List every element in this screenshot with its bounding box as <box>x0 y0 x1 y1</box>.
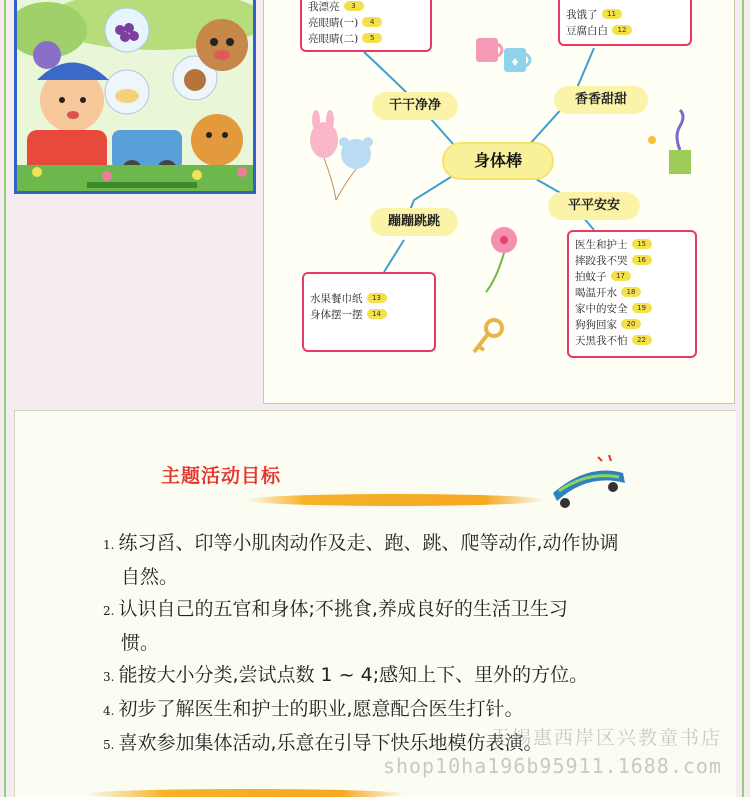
list-item[interactable]: 家中的安全 19 <box>575 300 689 316</box>
branch-bottom-right[interactable]: 平平安安 <box>548 192 640 220</box>
list-item[interactable]: 亮眼睛(一) 4 <box>308 14 424 30</box>
book-cover-illustration <box>14 0 256 194</box>
store-watermark: 无锡惠西岸区兴教童书店 <box>490 727 722 749</box>
center-topic[interactable]: 身体棒 <box>442 142 554 180</box>
list-item[interactable]: 狗狗回家 20 <box>575 316 689 332</box>
box-top-left <box>300 0 432 52</box>
goal-item: 5. 喜欢参加集体活动,乐意在引导下快乐地模仿表演。 <box>103 732 543 754</box>
goal-item: 1. 练习舀、印等小肌肉动作及走、跑、跳、爬等动作,动作协调 自然。 <box>103 532 619 588</box>
cup-icon <box>476 38 498 62</box>
goal-item: 4. 初步了解医生和护士的职业,愿意配合医生打针。 <box>103 698 524 720</box>
list-item[interactable]: 亮眼睛(二) 5 <box>308 30 424 46</box>
goal-item: 2. 认识自己的五官和身体;不挑食,养成良好的生活卫生习 惯。 <box>103 598 568 654</box>
box-bottom-right <box>567 230 697 358</box>
list-item[interactable]: 身体摆一摆 14 <box>310 306 428 322</box>
list-item[interactable]: 喝温开水 18 <box>575 284 689 300</box>
list-item[interactable]: 我漂亮 3 <box>308 0 424 14</box>
goals-panel <box>14 410 736 797</box>
theme-mind-map <box>263 0 735 404</box>
list-item[interactable]: 医生和护士 15 <box>575 236 689 252</box>
goal-item: 3. 能按大小分类,尝试点数 1 ~ 4;感知上下、里外的方位。 <box>103 664 589 686</box>
list-item[interactable]: 水果餐巾纸 13 <box>310 290 428 306</box>
list-item[interactable]: 天黑我不怕 22 <box>575 332 689 348</box>
branch-top-left[interactable]: 干干净净 <box>372 92 458 120</box>
title-brush-stroke <box>245 494 545 506</box>
list-item[interactable]: 拍蚊子 17 <box>575 268 689 284</box>
goals-title: 主题活动目标 <box>161 465 282 487</box>
box-top-right <box>558 0 692 46</box>
key-icon <box>486 320 502 336</box>
skateboard-icon <box>543 453 633 513</box>
branch-top-right[interactable]: 香香甜甜 <box>554 86 648 114</box>
cover-art <box>17 0 253 191</box>
url-watermark: shop10ha196b95911.1688.com <box>382 754 722 778</box>
list-item[interactable]: 摔跤我不哭 16 <box>575 252 689 268</box>
bottom-brush-stroke <box>85 789 405 797</box>
toy-box-icon <box>669 150 691 174</box>
box-bottom-left <box>302 272 436 352</box>
branch-bottom-left[interactable]: 蹦蹦跳跳 <box>370 208 458 236</box>
list-item[interactable]: 豆腐白白 12 <box>566 22 684 38</box>
list-item[interactable]: 我饿了 11 <box>566 6 684 22</box>
